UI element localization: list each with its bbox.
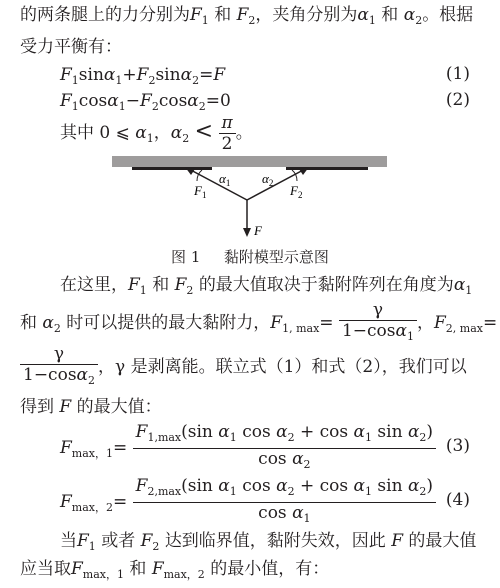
label-alpha2: $\alpha_2$ bbox=[262, 171, 274, 188]
text: ) bbox=[426, 422, 434, 442]
subscript: 2 bbox=[198, 100, 206, 113]
fraction-denominator bbox=[20, 365, 98, 391]
subscript: 2 bbox=[53, 322, 61, 335]
subscript: 2,max bbox=[147, 485, 182, 498]
text: 或者 bbox=[101, 531, 136, 551]
symbol-alpha: α bbox=[107, 91, 119, 111]
symbol-alpha: α bbox=[180, 65, 193, 85]
subscript: 1 bbox=[115, 74, 123, 87]
text: 。根据 bbox=[422, 5, 474, 25]
symbol-alpha: α bbox=[353, 476, 365, 496]
text: ， bbox=[416, 313, 434, 333]
symbol-F: F bbox=[60, 492, 72, 512]
symbol-F: F bbox=[60, 438, 72, 458]
symbol-alpha: α bbox=[353, 422, 365, 442]
symbol-F2: F bbox=[236, 5, 249, 25]
subscript: 1 bbox=[229, 431, 237, 444]
fraction-denominator bbox=[133, 449, 436, 475]
fraction-numerator: γ bbox=[339, 300, 417, 321]
subscript: 1 bbox=[368, 14, 376, 27]
text: + bbox=[122, 65, 137, 85]
symbol-F: F bbox=[151, 559, 164, 579]
symbol-alpha2: α bbox=[170, 123, 183, 143]
text: = bbox=[199, 65, 214, 85]
fraction-numerator bbox=[133, 476, 436, 503]
text: 的最小值，有： bbox=[210, 559, 330, 579]
symbol-alpha: α bbox=[103, 65, 116, 85]
paragraph-3-line-1 bbox=[60, 530, 476, 558]
text: 和 bbox=[152, 275, 170, 295]
caption-number: 图 1 bbox=[171, 248, 201, 266]
symbol-alpha: α bbox=[276, 476, 288, 496]
text: (sin bbox=[181, 476, 213, 496]
text: (sin bbox=[181, 422, 213, 442]
subscript: 1 bbox=[71, 74, 79, 87]
text: 和 bbox=[214, 5, 232, 25]
text: 。 bbox=[235, 123, 253, 143]
subscript: 2 bbox=[419, 485, 427, 498]
symbol-alpha: α bbox=[292, 503, 304, 523]
symbol-alpha: α bbox=[187, 91, 199, 111]
subscript: 2 bbox=[303, 458, 311, 471]
pi-over-2-fraction bbox=[219, 113, 236, 154]
subscript: max，1 bbox=[71, 447, 113, 460]
label-F: F bbox=[254, 223, 262, 238]
symbol-alpha1: α bbox=[135, 123, 147, 143]
text: 和 bbox=[381, 5, 399, 25]
adhesion-model-figure bbox=[0, 150, 500, 246]
text: 和 bbox=[20, 313, 37, 333]
subscript: 1 bbox=[465, 284, 473, 297]
text: 在这里， bbox=[60, 275, 128, 295]
subscript: 1 bbox=[365, 485, 372, 498]
text: ) bbox=[426, 476, 434, 496]
symbol-alpha: α bbox=[407, 422, 420, 442]
paragraph-2-line-4 bbox=[20, 396, 162, 418]
symbol-F: F bbox=[135, 422, 148, 442]
label-F1: $F_1$ bbox=[194, 183, 207, 200]
text: ，γ 是剥离能。联立式（1）和式（2），我们可以 bbox=[98, 357, 467, 377]
symbol-F: F bbox=[213, 65, 226, 85]
symbol-F: F bbox=[136, 65, 149, 85]
subscript: 1 bbox=[201, 14, 209, 27]
subscript: 1 bbox=[146, 132, 154, 145]
subscript: 1 bbox=[139, 284, 147, 297]
text: = bbox=[482, 313, 498, 333]
subscript: max，2 bbox=[163, 568, 205, 581]
subscript: 2 bbox=[186, 284, 194, 297]
symbol-alpha: α bbox=[276, 422, 288, 442]
subscript: 2 bbox=[415, 14, 423, 27]
text: sin bbox=[78, 65, 104, 85]
equation-number-4: (4) bbox=[445, 490, 470, 510]
figure-caption bbox=[0, 246, 500, 267]
subscript: 2 bbox=[88, 374, 96, 387]
subscript: 2 bbox=[151, 100, 159, 113]
text: =0 bbox=[205, 91, 231, 111]
subscript: 2 bbox=[287, 431, 295, 444]
text: cos bbox=[258, 449, 287, 469]
text: + cos bbox=[299, 422, 349, 442]
symbol-F: F bbox=[59, 397, 72, 417]
subscript: 1, max bbox=[282, 322, 320, 335]
text: 的最大值： bbox=[76, 397, 162, 417]
text: + cos bbox=[299, 476, 349, 496]
text: sin bbox=[377, 476, 403, 496]
text: ， bbox=[153, 123, 171, 143]
paragraph-2-line-1 bbox=[60, 274, 472, 302]
equation-3: $F_{max,1}=$ $\frac{F_{1,max}(\sin \alpha_1 \cos \alpha_2 + \cos \alpha_1 \sin \alpha_2)}{\cos \alpha_2}$ bbox=[60, 422, 436, 478]
symbol-alpha: α bbox=[292, 449, 304, 469]
right-adhesive-pad bbox=[286, 167, 368, 170]
symbol-alpha1: α bbox=[357, 5, 369, 25]
subscript: 1 bbox=[118, 100, 126, 113]
adhesion-fraction-2 bbox=[20, 344, 98, 391]
symbol-alpha2: α bbox=[403, 5, 416, 25]
symbol-alpha: α bbox=[218, 476, 230, 496]
equation-4-fraction bbox=[133, 476, 436, 529]
symbol-alpha: α bbox=[76, 365, 89, 385]
text: 1−cos bbox=[341, 321, 396, 341]
subscript: 2 bbox=[182, 132, 190, 145]
symbol-F: F bbox=[60, 91, 72, 111]
text: 达到临界值，黏附失效，因此 bbox=[164, 531, 386, 551]
equation-number-3: (3) bbox=[445, 436, 470, 456]
subscript: 2 bbox=[192, 74, 200, 87]
fraction-numerator bbox=[133, 422, 436, 449]
paragraph-3-line-2 bbox=[20, 558, 329, 586]
symbol-alpha1: α bbox=[453, 275, 466, 295]
label-alpha1: $\alpha_1$ bbox=[219, 171, 231, 188]
caption-text: 黏附模型示意图 bbox=[223, 248, 329, 266]
equation-number-1: (1) bbox=[445, 64, 470, 84]
text: 受力平衡有： bbox=[20, 37, 122, 57]
symbol-F2: F bbox=[140, 531, 153, 551]
symbol-F: F bbox=[135, 476, 148, 496]
text: ，夹角分别为 bbox=[255, 5, 358, 25]
symbol-alpha: α bbox=[395, 321, 407, 341]
text: = bbox=[319, 313, 334, 333]
text-line-2 bbox=[20, 36, 122, 58]
symbol-alpha2: α bbox=[42, 313, 54, 333]
paragraph-2-line-3 bbox=[20, 344, 467, 391]
text: cos bbox=[242, 422, 271, 442]
symbol-alpha: α bbox=[407, 476, 420, 496]
subscript: max，1 bbox=[82, 568, 124, 581]
left-adhesive-pad bbox=[132, 167, 212, 170]
equation-number-2: (2) bbox=[445, 90, 470, 110]
text: 当 bbox=[60, 531, 77, 551]
fraction-numerator: γ bbox=[20, 344, 98, 365]
subscript: 2 bbox=[287, 485, 295, 498]
subscript: 1 bbox=[88, 540, 96, 553]
text: cos bbox=[78, 91, 108, 111]
subscript: 1 bbox=[365, 431, 372, 444]
text: sin bbox=[377, 422, 403, 442]
substrate-bar bbox=[112, 156, 387, 167]
symbol-F: F bbox=[270, 313, 283, 333]
text: cos bbox=[242, 476, 271, 496]
subscript: 2, max bbox=[445, 322, 483, 335]
subscript: 1,max bbox=[147, 431, 182, 444]
subscript: 1 bbox=[229, 485, 237, 498]
text: 的两条腿上的力分别为 bbox=[20, 5, 190, 25]
subscript: 2 bbox=[248, 14, 256, 27]
symbol-F1: F bbox=[128, 275, 140, 295]
subscript: 1 bbox=[71, 100, 79, 113]
text: 的最大值 bbox=[408, 531, 477, 551]
subscript: 2 bbox=[152, 540, 160, 553]
subscript: 1 bbox=[406, 330, 414, 343]
fraction-numerator: π bbox=[219, 113, 236, 134]
symbol-F1: F bbox=[77, 531, 89, 551]
text: 时可以提供的最大黏附力， bbox=[66, 313, 271, 333]
equation-1 bbox=[60, 64, 225, 92]
subscript: max，2 bbox=[71, 501, 113, 514]
text: cos bbox=[158, 91, 188, 111]
text: 其中 0 ⩽ bbox=[60, 123, 130, 143]
text: < bbox=[194, 119, 214, 144]
text: 的最大值取决于黏附阵列在角度为 bbox=[198, 275, 454, 295]
symbol-F: F bbox=[140, 91, 152, 111]
text: cos bbox=[258, 503, 287, 523]
fraction-denominator bbox=[133, 503, 436, 529]
label-F2: $F_2$ bbox=[290, 183, 303, 200]
text-line-1 bbox=[20, 4, 473, 32]
subscript: 1 bbox=[303, 512, 311, 525]
text: 得到 bbox=[20, 397, 54, 417]
symbol-F: F bbox=[433, 313, 446, 333]
equation-3-fraction bbox=[133, 422, 436, 475]
force-F-arrowhead bbox=[243, 228, 251, 237]
subscript: 2 bbox=[148, 74, 156, 87]
text: sin bbox=[155, 65, 181, 85]
adhesion-fraction-1 bbox=[339, 300, 417, 347]
symbol-F1: F bbox=[190, 5, 202, 25]
symbol-F: F bbox=[391, 531, 404, 551]
text: 和 bbox=[129, 559, 147, 579]
equation-4: $F_{max,2}=$ $\frac{F_{2,max}(\sin \alpha_1 \cos \alpha_2 + \cos \alpha_1 \sin \alpha_2)}{\cos \alpha_1}$ bbox=[60, 476, 436, 532]
symbol-alpha: α bbox=[218, 422, 230, 442]
symbol-F: F bbox=[71, 559, 83, 579]
symbol-F2: F bbox=[174, 275, 187, 295]
text: − bbox=[125, 91, 141, 111]
symbol-F: F bbox=[60, 65, 72, 85]
fraction-denominator: 2 bbox=[221, 134, 233, 154]
text: 1−cos bbox=[23, 365, 77, 385]
text: 应当取 bbox=[20, 559, 71, 579]
subscript: 2 bbox=[419, 431, 427, 444]
